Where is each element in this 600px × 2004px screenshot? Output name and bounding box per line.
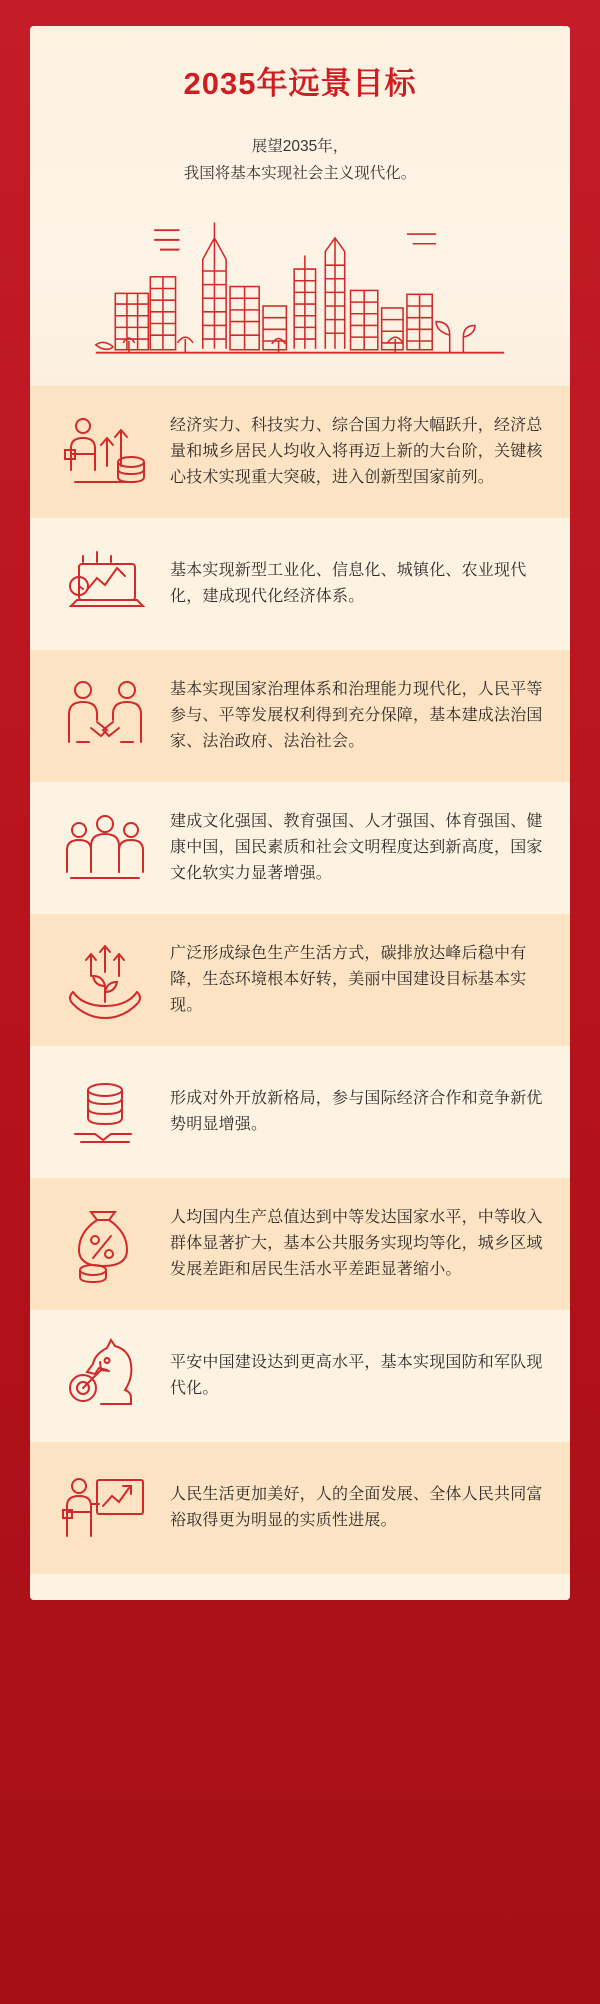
businessman-growth-arrows-coins-icon (40, 404, 170, 500)
list-item-text: 经济实力、科技实力、综合国力将大幅跃升，经济总量和城乡居民人均收入将再迈上新的大台阶，关键核心技术实现重大突破，进入创新型国家前列。 (170, 417, 543, 487)
objectives-list (30, 386, 570, 1574)
list-item-text: 广泛形成绿色生产生活方式，碳排放达峰后稳中有降，生态环境根本好转，美丽中国建设目标基本实现。 (170, 945, 527, 1015)
hero-subtitle-line1: 展望2035年， (251, 138, 349, 155)
person-presenting-growth-chart-icon (40, 1460, 170, 1556)
list-item-text: 人民生活更加美好，人的全面发展、全体人民共同富裕取得更为明显的实质性进展。 (170, 1486, 543, 1530)
list-item-text: 平安中国建设达到更高水平，基本实现国防和军队现代化。 (170, 1354, 543, 1398)
list-item (30, 1178, 570, 1310)
hero-section (30, 26, 570, 386)
card-footer-strip (30, 1574, 570, 1600)
list-item (30, 518, 570, 650)
list-item (30, 1046, 570, 1178)
list-item (30, 1310, 570, 1442)
list-item (30, 386, 570, 518)
laptop-chart-factory-icon (40, 536, 170, 632)
list-item (30, 782, 570, 914)
list-item-text: 建成文化强国、教育强国、人才强国、体育强国、健康中国，国民素质和社会文明程度达到新高度，国家文化软实力显著增强。 (170, 813, 543, 883)
list-item-text: 人均国内生产总值达到中等发达国家水平，中等收入群体显著扩大，基本公共服务实现均等化，城乡区域发展差距和居民生活水平差距显著缩小。 (170, 1209, 543, 1279)
two-people-handshake-icon (40, 668, 170, 764)
money-bag-percent-coins-icon (40, 1196, 170, 1292)
list-item (30, 650, 570, 782)
city-skyline-illustration (54, 201, 546, 376)
hand-holding-sprout-arrows-icon (40, 932, 170, 1028)
chess-knight-target-arrow-icon (40, 1328, 170, 1424)
list-item (30, 1442, 570, 1574)
list-item-text: 基本实现新型工业化、信息化、城镇化、农业现代化，建成现代化经济体系。 (170, 562, 527, 606)
coins-handshake-icon (40, 1064, 170, 1160)
content-card (30, 26, 570, 1600)
page-title: 2035年远景目标 (183, 66, 417, 101)
hero-subtitle-line2: 我国将基本实现社会主义现代化。 (183, 165, 417, 183)
list-item (30, 914, 570, 1046)
list-item-text: 基本实现国家治理体系和治理能力现代化，人民平等参与、平等发展权利得到充分保障，基本建成法治国家、法治政府、法治社会。 (170, 681, 543, 751)
group-of-people-icon (40, 800, 170, 896)
hero-subtitle (54, 133, 546, 187)
list-item-text: 形成对外开放新格局，参与国际经济合作和竞争新优势明显增强。 (170, 1090, 543, 1134)
